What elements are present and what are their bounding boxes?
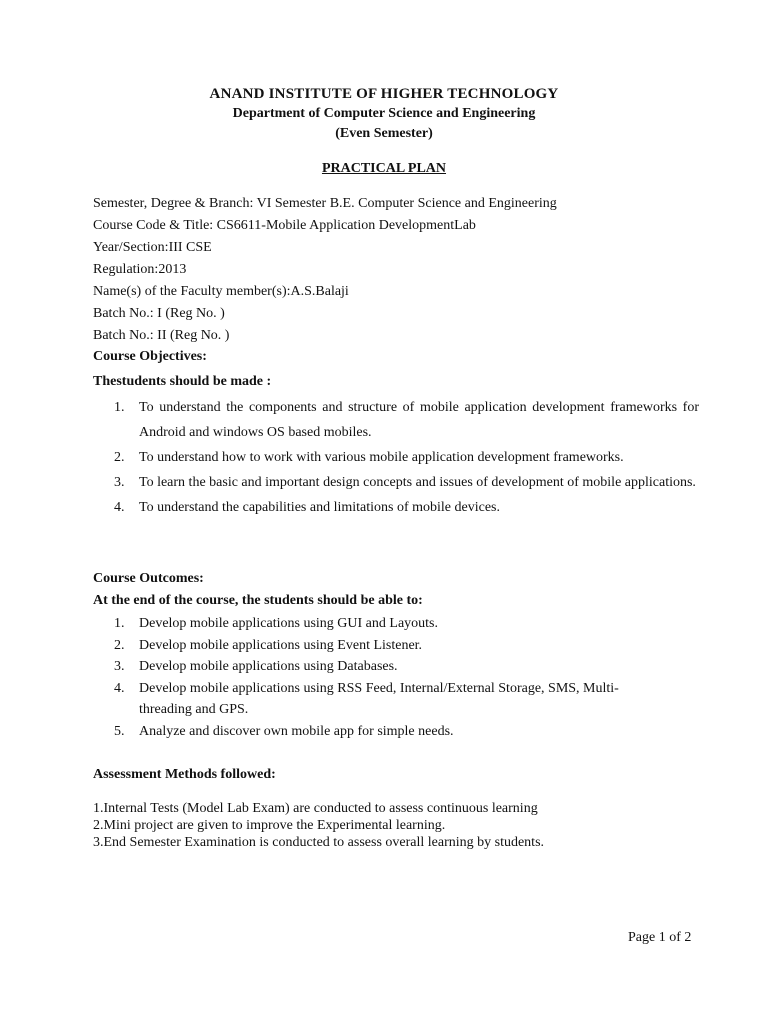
objectives-heading: Course Objectives: — [93, 349, 207, 364]
assessment-item-1: 1.Internal Tests (Model Lab Exam) are conducted to assess continuous learning — [93, 801, 538, 816]
assessment-item-3: 3.End Semester Examination is conducted to assess overall learning by students. — [93, 835, 545, 850]
list-item: 4. To understand the capabilities and limitations of mobile devices. — [114, 500, 500, 515]
objectives-intro: Thestudents should be made : — [93, 374, 272, 389]
list-item: 3. To learn the basic and important design concepts and issues of development of mobile applications. — [114, 475, 696, 490]
objectives-list — [93, 395, 699, 520]
semester-label: (Even Semester) — [335, 126, 433, 141]
info-faculty: Name(s) of the Faculty member(s):A.S.Balaji — [93, 284, 349, 299]
list-item: 3. Develop mobile applications using Databases. — [114, 659, 398, 674]
outcomes-list — [93, 613, 699, 742]
info-regulation: Regulation:2013 — [93, 262, 187, 277]
assessment-item-2: 2.Mini project are given to improve the Experimental learning. — [93, 818, 446, 833]
list-item: 4. Develop mobile applications using RSS Feed, Internal/External Storage, SMS, Multi-threading and GPS. — [114, 680, 619, 717]
institute-name: ANAND INSTITUTE OF HIGHER TECHNOLOGY — [209, 86, 559, 102]
outcomes-heading: Course Outcomes: — [93, 571, 204, 586]
list-item: 1. Develop mobile applications using GUI and Layouts. — [114, 616, 438, 631]
assessment-heading: Assessment Methods followed: — [93, 767, 276, 782]
list-item: 2. To understand how to work with various mobile application development frameworks. — [114, 450, 624, 465]
page-number: Page 1 of 2 — [628, 930, 692, 945]
info-course-code: Course Code & Title: CS6611-Mobile Application DevelopmentLab — [93, 218, 476, 233]
outcomes-intro: At the end of the course, the students should be able to: — [93, 593, 423, 608]
plan-title: PRACTICAL PLAN — [321, 161, 447, 176]
list-item: 2. Develop mobile applications using Event Listener. — [114, 637, 423, 653]
info-batch-2: Batch No.: II (Reg No. ) — [93, 328, 230, 343]
info-year-section: Year/Section:III CSE — [93, 240, 212, 255]
list-item: 1. To understand the components and structure of mobile application development frameworks for Android and windows OS based mobiles. — [114, 400, 699, 440]
list-item: 5. Analyze and discover own mobile app for simple needs. — [114, 723, 454, 739]
info-batch-1: Batch No.: I (Reg No. ) — [93, 306, 225, 321]
department-name: Department of Computer Science and Engineering — [232, 106, 536, 121]
info-semester-degree: Semester, Degree & Branch: VI Semester B.E. Computer Science and Engineering — [93, 196, 557, 211]
